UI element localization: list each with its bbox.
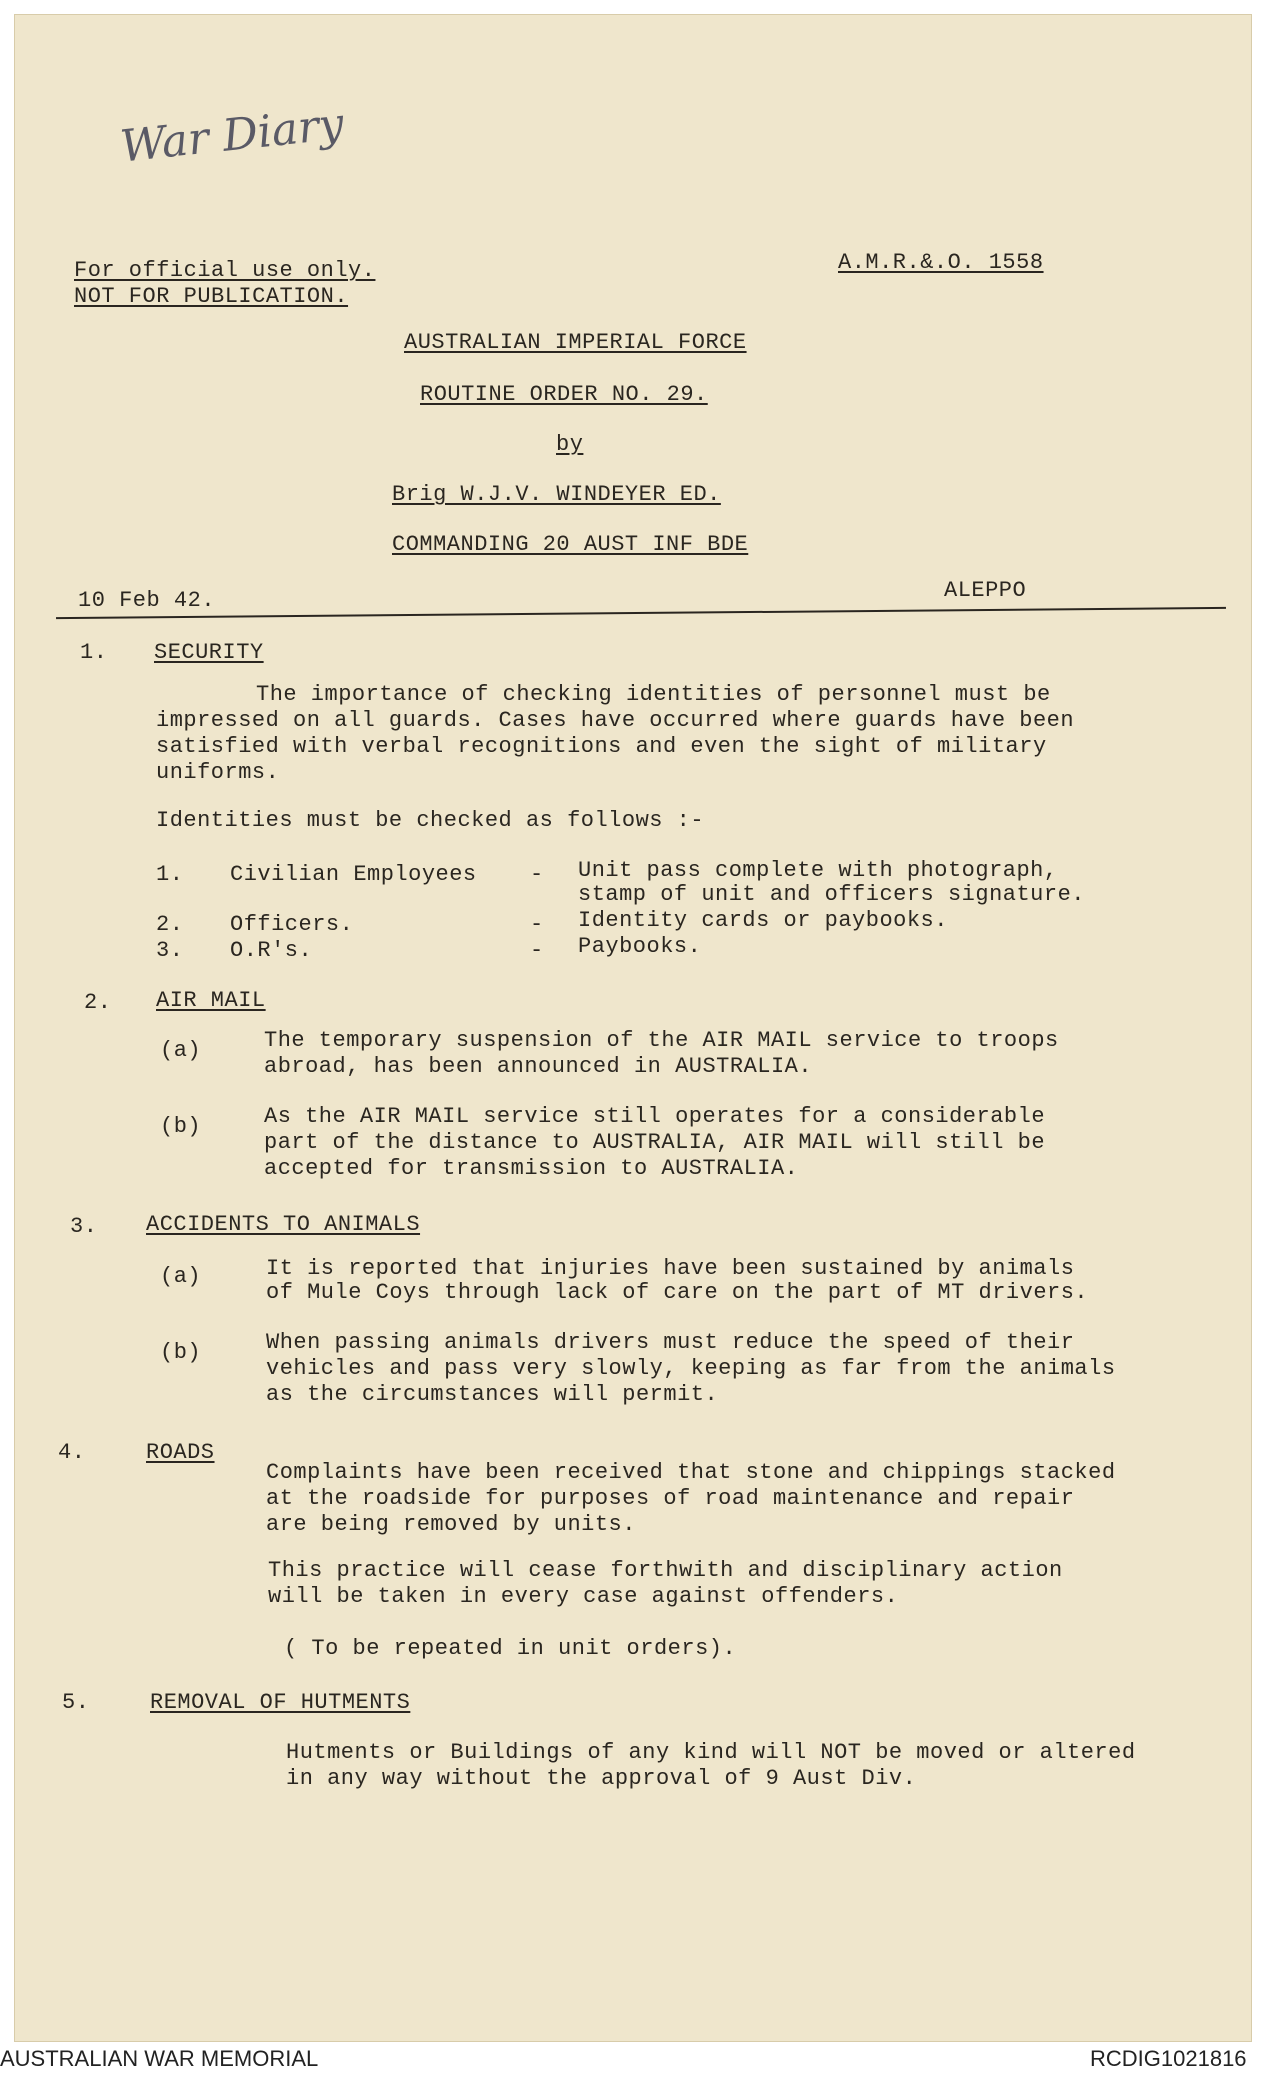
title-line-4: Brig W.J.V. WINDEYER ED. [392,482,721,507]
section-4-line: will be taken in every case against offenders. [268,1584,899,1609]
section-1-para-line: uniforms. [156,760,280,785]
classification-line-1: For official use only. [74,258,376,283]
title-line-2: ROUTINE ORDER NO. 29. [420,382,708,407]
sub-label: (b) [160,1114,202,1139]
section-2-heading: AIR MAIL [156,988,266,1013]
footer-source: AUSTRALIAN WAR MEMORIAL [0,2046,319,2071]
sub-label: (b) [160,1340,202,1365]
section-3-heading: ACCIDENTS TO ANIMALS [146,1212,421,1237]
section-4-note: ( To be repeated in unit orders). [284,1636,737,1661]
classification-line-2: NOT FOR PUBLICATION. [74,284,349,309]
order-place: ALEPPO [944,578,1027,603]
order-date: 10 Feb 42. [78,588,216,613]
section-4-heading: ROADS [146,1440,215,1465]
section-1-heading: SECURITY [154,640,264,665]
section-2b-line: As the AIR MAIL service still operates for a considerable [264,1104,1046,1129]
list-item-dash: - [530,938,544,963]
section-5-heading: REMOVAL OF HUTMENTS [150,1690,411,1715]
section-4-line: This practice will cease forthwith and disciplinary action [268,1558,1063,1583]
section-2b-line: accepted for transmission to AUSTRALIA. [264,1156,799,1181]
section-3a-line: of Mule Coys through lack of care on the part of MT drivers. [266,1280,1089,1305]
section-2a-line: abroad, has been announced in AUSTRALIA. [264,1054,813,1079]
section-3-number: 3. [70,1214,98,1239]
section-4-line: Complaints have been received that stone and chippings stacked [266,1460,1116,1485]
section-5-line: Hutments or Buildings of any kind will NOT be moved or altered [286,1740,1136,1765]
list-item-what: stamp of unit and officers signature. [578,882,1085,907]
list-item-number: 1. [156,862,184,887]
sub-label: (a) [160,1264,202,1289]
section-4-number: 4. [58,1440,86,1465]
footer-id: RCDIG1021816 [1090,2046,1247,2071]
list-item-who: O.R's. [230,938,313,963]
section-3b-line: vehicles and pass very slowly, keeping as far from the animals [266,1356,1116,1381]
section-2-number: 2. [84,990,112,1015]
list-item-what: Unit pass complete with photograph, [578,858,1058,883]
list-item-dash: - [530,862,544,887]
section-3b-line: When passing animals drivers must reduce the speed of their [266,1330,1075,1355]
title-line-1: AUSTRALIAN IMPERIAL FORCE [404,330,747,355]
title-line-5: COMMANDING 20 AUST INF BDE [392,532,749,557]
list-item-who: Officers. [230,912,354,937]
section-2b-line: part of the distance to AUSTRALIA, AIR MAIL will still be [264,1130,1046,1155]
section-3a-line: It is reported that injuries have been sustained by animals [266,1256,1075,1281]
order-reference: A.M.R.&.O. 1558 [838,250,1044,275]
sub-label: (a) [160,1038,202,1063]
list-item-what: Identity cards or paybooks. [578,908,948,933]
list-item-what: Paybooks. [578,934,702,959]
section-4-line: at the roadside for purposes of road maintenance and repair [266,1486,1075,1511]
list-item-dash: - [530,912,544,937]
list-item-number: 3. [156,938,184,963]
section-1-para-line: The importance of checking identities of personnel must be [256,682,1051,707]
section-1-para-line: satisfied with verbal recognitions and even the sight of military [156,734,1047,759]
list-item-number: 2. [156,912,184,937]
section-1-number: 1. [80,640,108,665]
section-1-para-line: impressed on all guards. Cases have occurred where guards have been [156,708,1075,733]
section-4-line: are being removed by units. [266,1512,636,1537]
section-1-list-intro: Identities must be checked as follows :- [156,808,705,833]
list-item-who: Civilian Employees [230,862,477,887]
section-3b-line: as the circumstances will permit. [266,1382,719,1407]
section-2a-line: The temporary suspension of the AIR MAIL service to troops [264,1028,1059,1053]
title-line-3: by [556,432,584,457]
section-5-line: in any way without the approval of 9 Aust Div. [286,1766,917,1791]
handwritten-note: War Diary [117,98,347,173]
section-5-number: 5. [62,1690,90,1715]
